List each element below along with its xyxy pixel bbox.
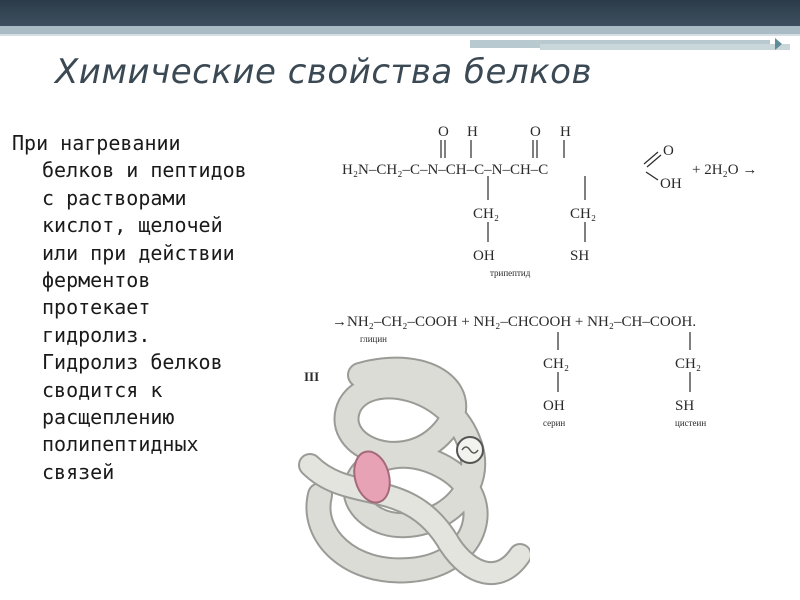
formula-group-ch2: CH₂ [543,356,570,372]
formula-group-oh: OH [543,398,565,414]
body-line: белков и пептидов [42,158,247,183]
formula-bonds [441,140,661,242]
formula-group-oh: OH [473,248,495,264]
body-line: ферментов [42,268,151,293]
formula-products-line: →NH₂–CH₂–COOH + NH₂–CHCOOH + NH₂–CH–COOH. [332,314,697,330]
formula-main-chain: H₂N–CH₂–C–N–CH–C–N–CH–C [342,162,549,178]
slide-top-bar [0,0,800,26]
decorative-arrow-icon [775,38,782,50]
formula-bonds [558,332,690,392]
body-line: полипептидных [42,432,199,457]
body-line: кислот, щелочей [42,213,223,238]
formula-group-ch2: CH₂ [570,206,597,222]
formula-water-term: + 2H₂O → [692,162,758,178]
slide-top-line [0,34,800,36]
formula-atom-h: H [467,124,478,140]
body-paragraph [12,130,312,486]
formula-group-ch2: CH₂ [675,356,702,372]
body-line: Гидролиз белков [42,350,223,375]
body-line: гидролиз. [42,322,151,347]
tripeptide-formula [330,118,790,288]
formula-atom-o: O [530,124,541,140]
formula-caption-serine: серин [543,418,566,428]
formula-group-oh: OH [660,176,682,192]
formula-atom-h: H [560,124,571,140]
body-line: При нагревании [12,131,181,155]
body-line: расщеплению [42,405,175,430]
body-line: или при действии [42,240,235,265]
slide-top-stripe [0,26,800,34]
body-line: протекает [42,295,151,320]
body-line: сводится к [42,377,163,402]
formula-caption-glycine: глицин [360,334,387,344]
formula-group-ch2: CH₂ [473,206,500,222]
body-line: связей [42,459,115,484]
formula-atom-o: O [663,143,674,159]
protein-tertiary-structure-illustration [290,355,530,590]
diagram-label: III [304,369,320,384]
protein-ribbon [310,370,520,573]
formula-caption: трипептид [490,268,531,278]
formula-group-sh: SH [570,248,590,264]
body-line: с растворами [42,185,187,210]
decorative-bar-secondary [540,44,790,50]
formula-group-sh: SH [675,398,695,414]
formula-atom-o: O [438,124,449,140]
formula-caption-cysteine: цистеин [675,418,707,428]
slide-title: Химические свойства белков [55,52,592,92]
